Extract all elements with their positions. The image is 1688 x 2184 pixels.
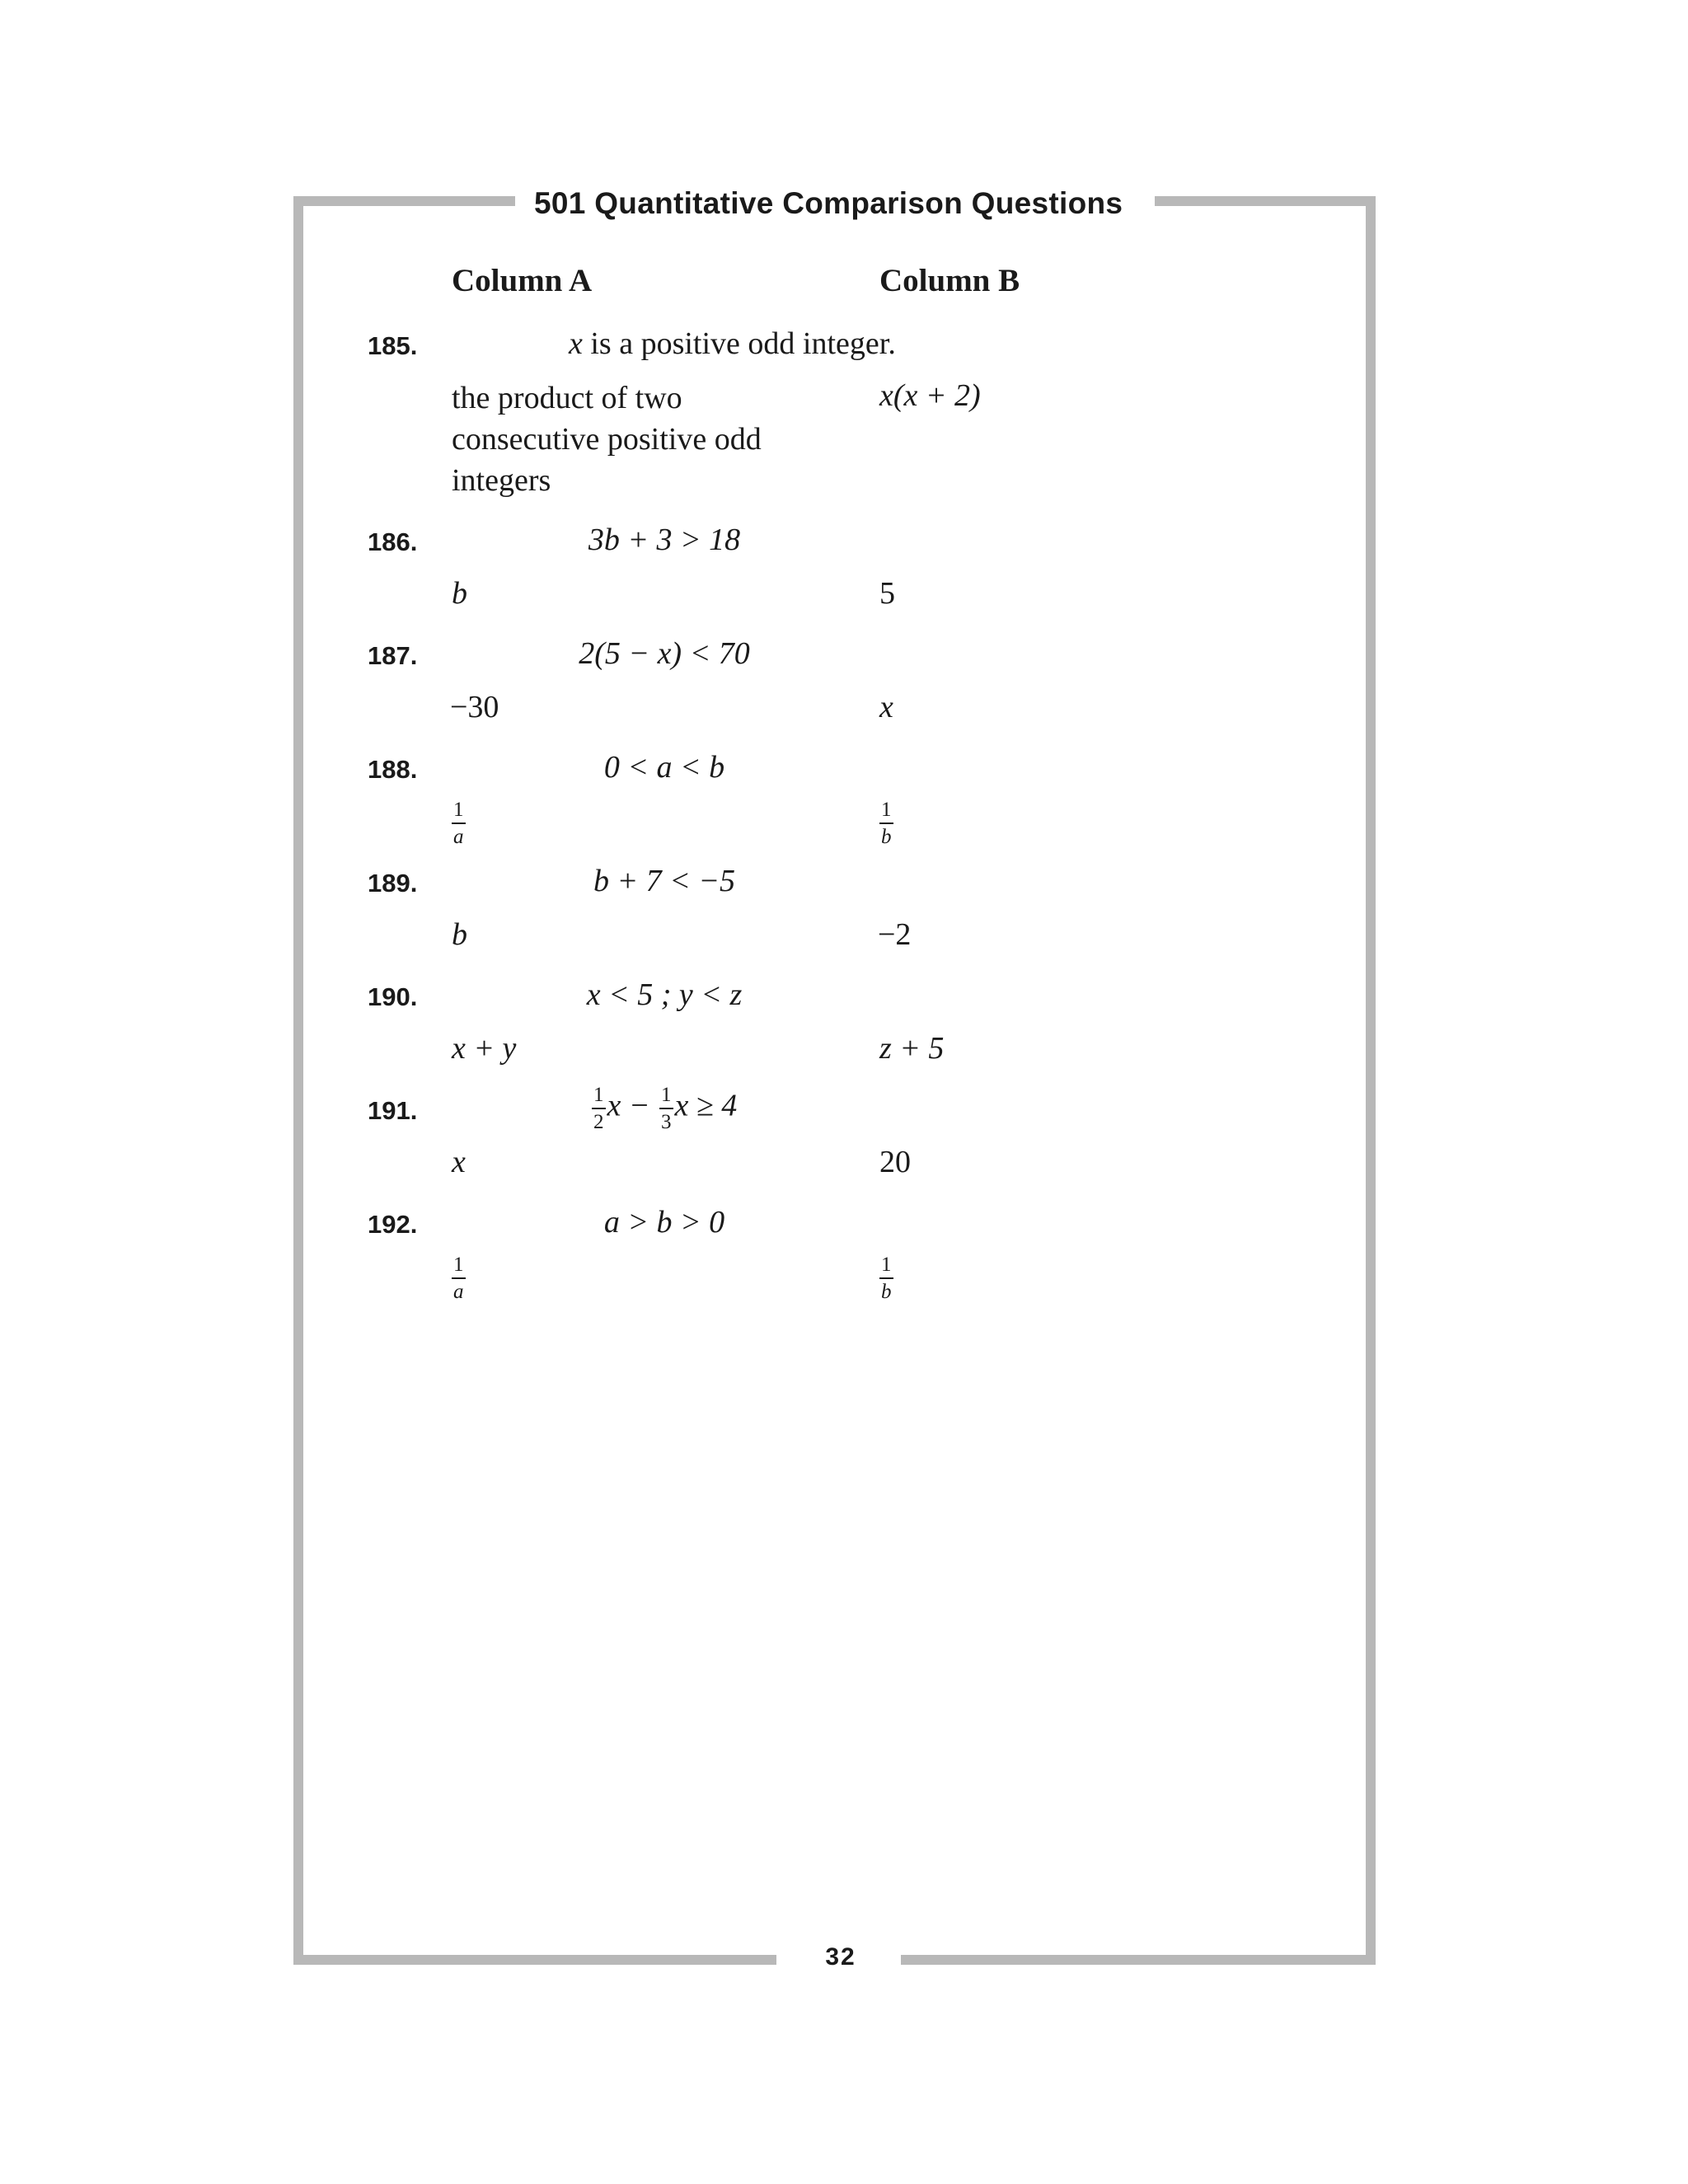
column-b-value: x(x + 2) xyxy=(879,378,981,413)
fraction-numerator: 1 xyxy=(879,1254,893,1279)
column-a-value: b xyxy=(452,917,467,952)
fraction-numerator: 1 xyxy=(592,1085,606,1109)
column-b-value: 5 xyxy=(879,576,895,611)
question-condition xyxy=(590,1085,737,1132)
condition-end: x ≥ 4 xyxy=(674,1088,738,1123)
frame-top-right-bar xyxy=(1155,196,1376,206)
column-a-value: the product of two consecutive positive odd integers xyxy=(452,381,762,498)
fraction-numerator: 1 xyxy=(452,799,466,824)
question-condition xyxy=(569,326,896,362)
frame-top-left-bar xyxy=(293,196,515,206)
column-a-fraction xyxy=(452,1254,466,1302)
page-number: 32 xyxy=(825,1943,856,1971)
question-condition: 2(5 − x) < 70 xyxy=(579,636,750,671)
question-number: 190. xyxy=(368,982,418,1011)
frame-left-bar xyxy=(293,196,303,1965)
frame-right-bar xyxy=(1366,196,1376,1965)
question-number: 185. xyxy=(368,331,418,360)
fraction-denominator: b xyxy=(881,1281,892,1303)
column-a-fraction xyxy=(452,799,466,847)
condition-fraction-third xyxy=(659,1085,673,1132)
question-number: 188. xyxy=(368,755,418,784)
condition-fraction-half xyxy=(592,1085,606,1132)
question-number: 187. xyxy=(368,641,418,670)
frame-bottom-right-bar xyxy=(901,1955,1376,1965)
question-number: 192. xyxy=(368,1210,418,1239)
fraction-numerator: 1 xyxy=(879,799,893,824)
column-a-value: x + y xyxy=(452,1031,517,1066)
fraction-numerator: 1 xyxy=(452,1254,466,1279)
column-b-fraction xyxy=(879,799,893,847)
column-b-value: x xyxy=(879,690,893,724)
column-b-value: z + 5 xyxy=(879,1031,945,1066)
column-b-heading: Column B xyxy=(879,263,1020,298)
fraction-denominator: a xyxy=(453,826,464,848)
question-condition: x < 5 ; y < z xyxy=(586,977,743,1012)
question-condition: 0 < a < b xyxy=(603,750,725,785)
fraction-denominator: a xyxy=(453,1281,464,1303)
column-b-fraction xyxy=(879,1254,893,1302)
question-number: 186. xyxy=(368,527,418,556)
column-a-value: b xyxy=(452,576,467,611)
fraction-numerator: 1 xyxy=(659,1085,673,1109)
condition-variable: x xyxy=(569,326,583,361)
fraction-denominator: b xyxy=(881,826,892,848)
page-header-title: 501 Quantitative Comparison Questions xyxy=(534,186,1123,220)
column-a-heading: Column A xyxy=(452,263,593,298)
question-condition: a > b > 0 xyxy=(603,1205,725,1240)
fraction-denominator: 2 xyxy=(593,1111,604,1133)
question-condition: 3b + 3 > 18 xyxy=(588,523,741,557)
fraction-denominator: 3 xyxy=(661,1111,672,1133)
condition-middle: x − xyxy=(607,1088,659,1123)
frame-bottom-left-bar xyxy=(293,1955,776,1965)
column-a-value: x xyxy=(452,1145,466,1179)
column-b-value: 20 xyxy=(879,1145,911,1179)
condition-text: is a positive odd integer. xyxy=(582,326,896,361)
question-condition: b + 7 < −5 xyxy=(593,864,735,898)
question-number: 189. xyxy=(368,869,418,898)
column-a-value: −30 xyxy=(450,690,499,724)
column-b-value: −2 xyxy=(878,917,912,952)
question-number: 191. xyxy=(368,1096,418,1125)
